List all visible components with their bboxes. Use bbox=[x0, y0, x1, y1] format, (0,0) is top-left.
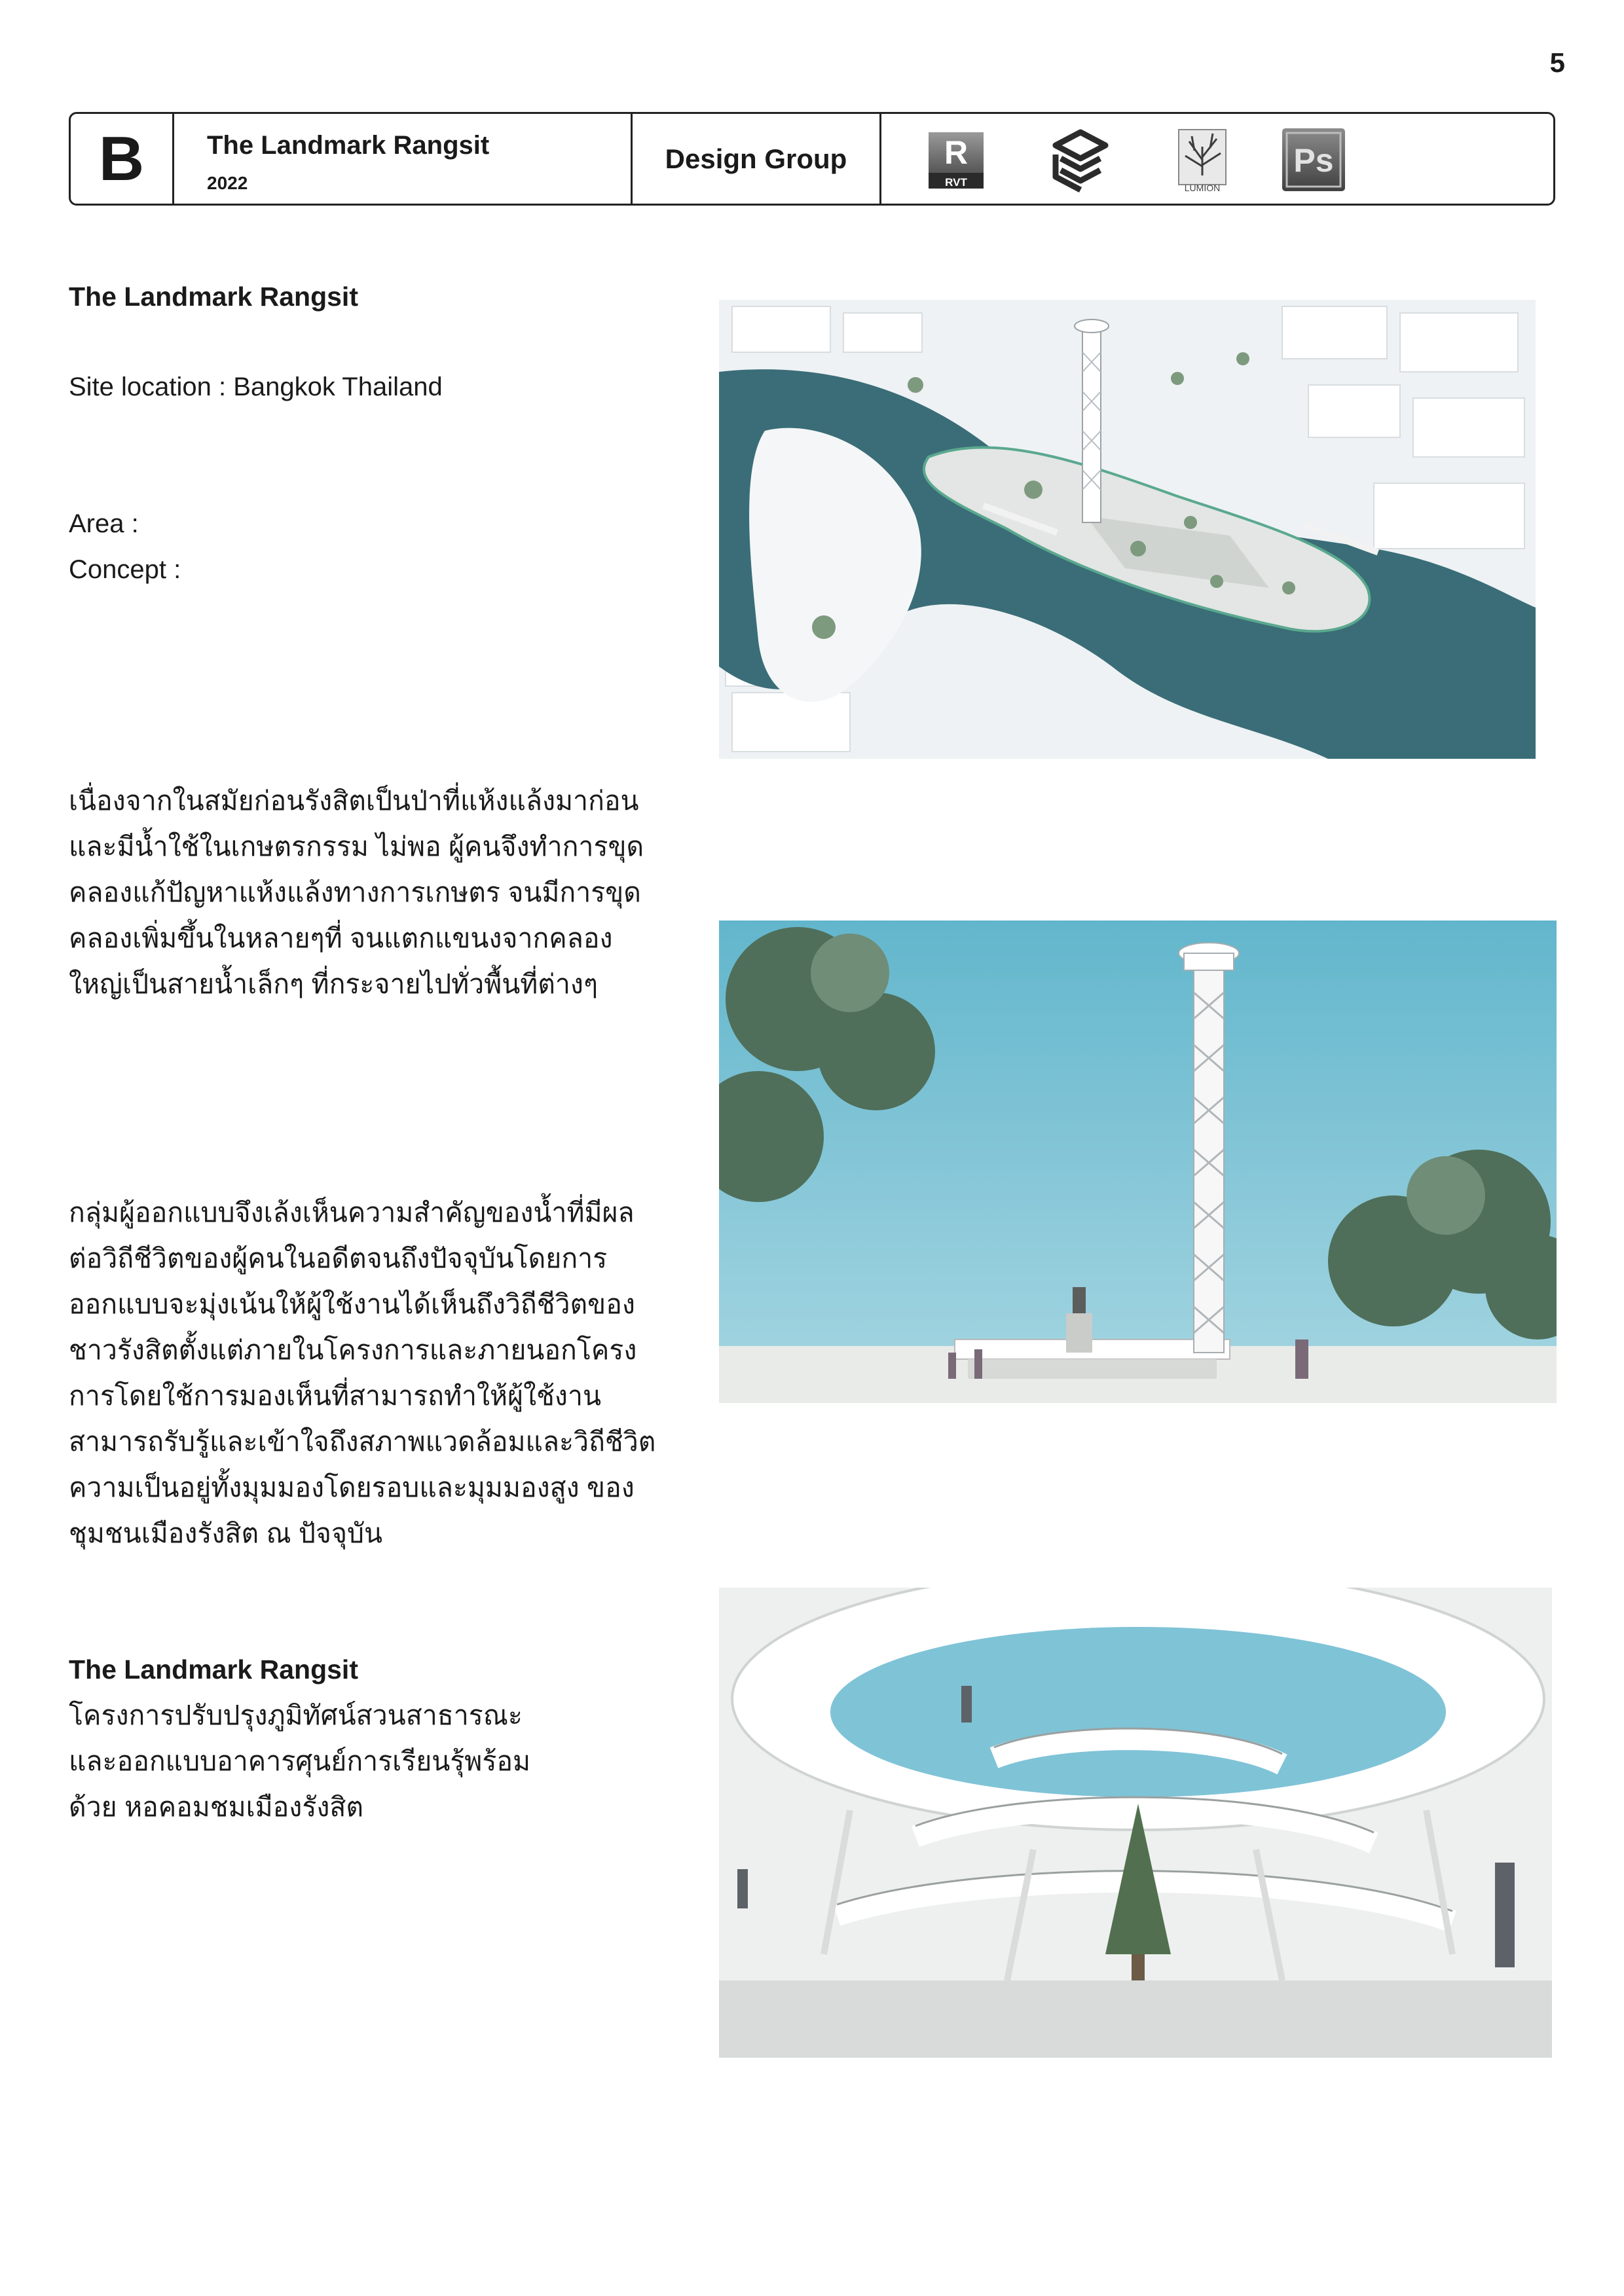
tower-view-render bbox=[719, 920, 1557, 1403]
text-line: เนื่องจากในสมัยก่อนรังสิตเป็นป่าที่แห้งแล้งมาก่อน bbox=[69, 786, 639, 816]
summary-block bbox=[69, 1647, 697, 1830]
section-letter: B bbox=[71, 114, 174, 204]
text-line: ใหญ่เป็นสายน้ำเล็กๆ ที่กระจายไปทั่วพื้นที่ต่างๆ bbox=[69, 969, 598, 999]
project-header bbox=[69, 112, 1555, 206]
viewing-deck-render bbox=[719, 1588, 1552, 2058]
concept-label: Concept : bbox=[69, 555, 181, 584]
text-line: ด้วย หอคอมชมเมืองรังสิต bbox=[69, 1792, 364, 1822]
text-line: การโดยใช้การมองเห็นที่สามารถทำให้ผู้ใช้งาน bbox=[69, 1381, 601, 1411]
text-line: และมีน้ำใช้ในเกษตรกรรม ไม่พอ ผู้คนจึงทำการขุด bbox=[69, 831, 644, 862]
lumion-icon bbox=[1170, 127, 1235, 192]
summary-title: The Landmark Rangsit bbox=[69, 1654, 358, 1685]
project-year: 2022 bbox=[207, 173, 248, 193]
site-location: Site location : Bangkok Thailand bbox=[69, 373, 443, 401]
revit-icon bbox=[923, 127, 989, 192]
page-number: 5 bbox=[1549, 47, 1565, 78]
text-line: ชุมชนเมืองรังสิต ณ ปัจจุบัน bbox=[69, 1518, 383, 1548]
text-line: ชาวรังสิตตั้งแต่ภายในโครงการและภายนอกโครง bbox=[69, 1335, 637, 1365]
text-line: ความเป็นอยู่ทั้งมุมมองโดยรอบและมุมมองสูง ของ bbox=[69, 1472, 635, 1503]
text-line: กลุ่มผู้ออกแบบจึงเล้งเห็นความสำคัญของน้ำที่มีผล bbox=[69, 1197, 635, 1228]
intro-title: The Landmark Rangsit bbox=[69, 282, 358, 312]
text-line: ออกแบบจะมุ่งเน้นให้ผู้ใช้งานได้เห็นถึงวิถีชีวิตของ bbox=[69, 1289, 635, 1319]
text-line: คลองเพิ่มขึ้นในหลายๆที่ จนแตกแขนงจากคลอง bbox=[69, 923, 613, 953]
history-paragraph bbox=[69, 778, 697, 1007]
project-info bbox=[174, 114, 633, 204]
revit-sublabel: RVT bbox=[945, 176, 967, 189]
lumion-label: LUMION bbox=[1184, 183, 1221, 192]
revit-label: R bbox=[944, 134, 969, 171]
aerial-site-render bbox=[719, 300, 1536, 759]
text-line: คลองแก้ปัญหาแห้งแล้งทางการเกษตร จนมีการขุด bbox=[69, 877, 641, 907]
software-tools bbox=[881, 114, 1555, 204]
photoshop-label: Ps bbox=[1293, 142, 1334, 179]
text-line: ต่อวิถีชีวิตของผู้คนในอดีตจนถึงปัจจุบันโดยการ bbox=[69, 1243, 608, 1273]
text-line: และออกแบบอาคารศุนย์การเรียนรุ้พร้อม bbox=[69, 1746, 530, 1776]
sketchup-layers-icon bbox=[1048, 127, 1113, 192]
design-paragraph bbox=[69, 1190, 697, 1556]
text-line: สามารถรับรู้และเข้าใจถึงสภาพแวดล้อมและวิถีชีวิต bbox=[69, 1427, 656, 1457]
group-name: Design Group bbox=[665, 143, 847, 174]
group-cell bbox=[633, 114, 881, 204]
area-label: Area : bbox=[69, 509, 139, 538]
text-line: โครงการปรับปรุงภูมิทัศน์สวนสาธารณะ bbox=[69, 1700, 523, 1730]
photoshop-icon bbox=[1281, 127, 1346, 192]
project-title: The Landmark Rangsit bbox=[207, 131, 490, 160]
